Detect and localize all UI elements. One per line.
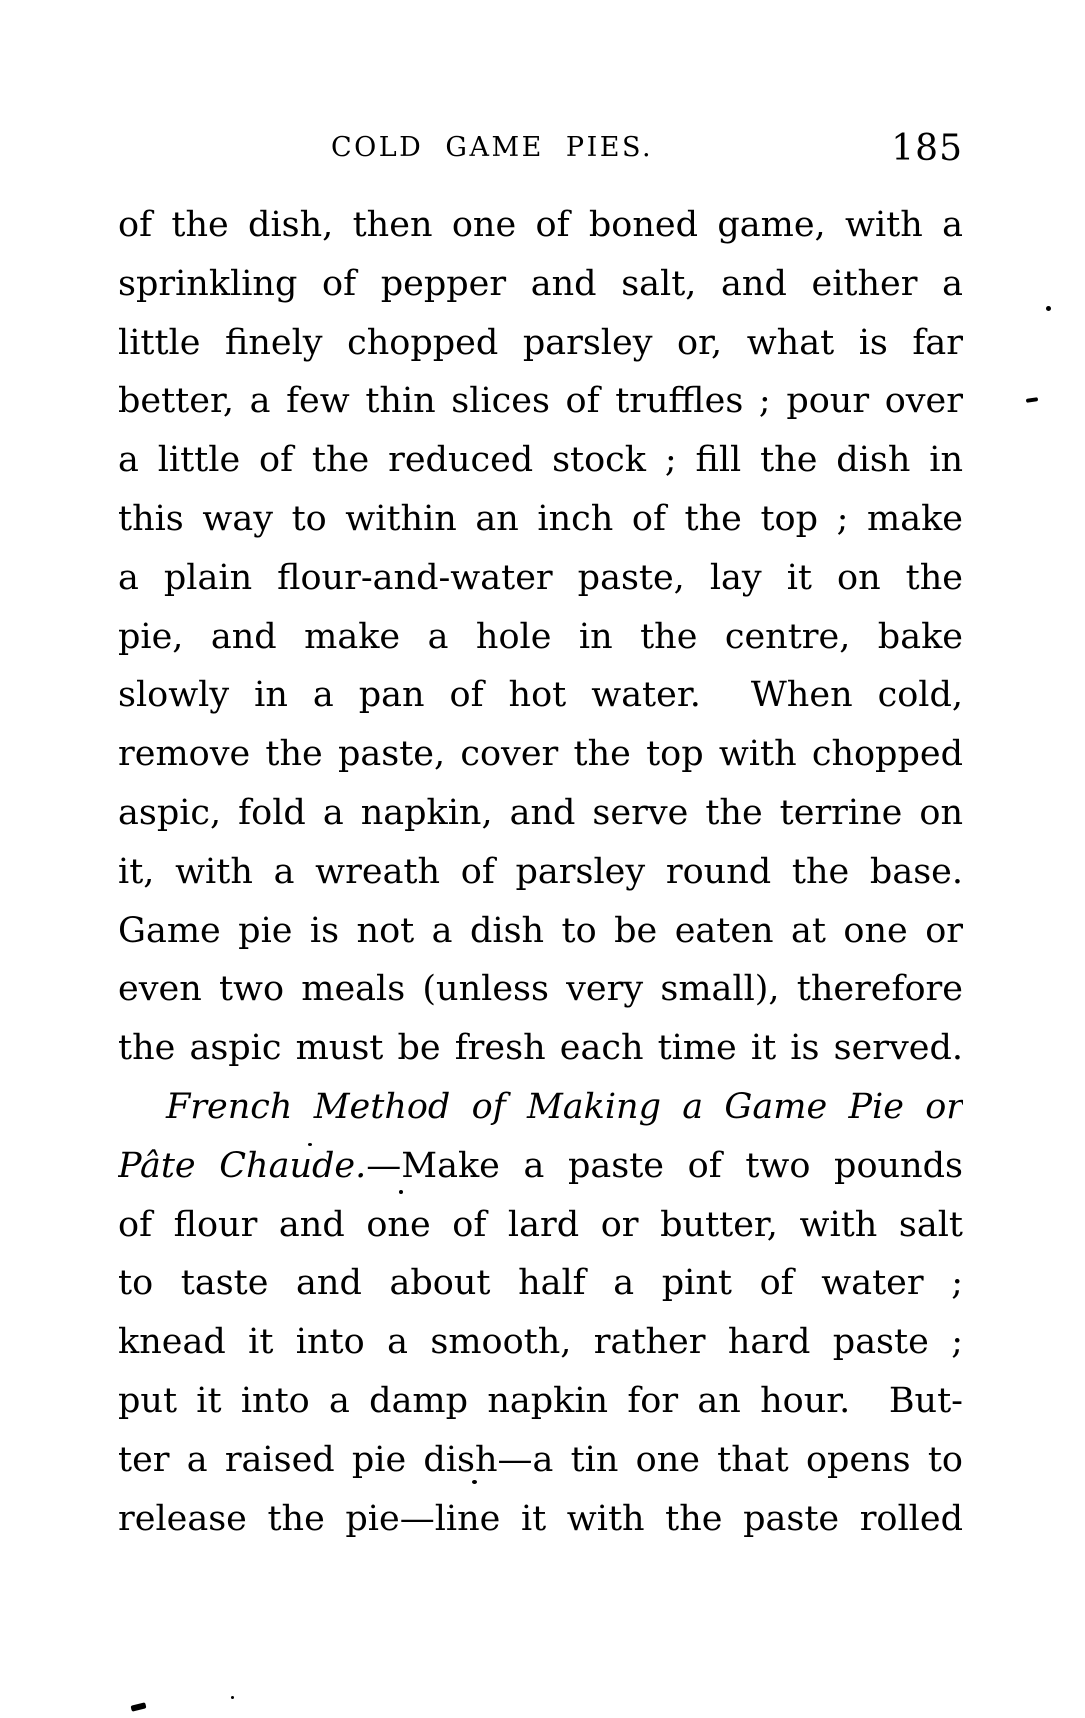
text-line — [118, 1254, 963, 1313]
roman-text: knead it into a smooth, rather hard paste ; — [118, 1322, 963, 1363]
roman-text: the aspic must be fresh each time it is served. — [118, 1028, 963, 1069]
text-line — [118, 196, 963, 255]
scan-speck — [308, 1143, 312, 1146]
running-head-title: COLD GAME PIES. — [330, 132, 654, 163]
text-line — [118, 1490, 963, 1549]
roman-text: pie, and make a hole in the centre, bake — [118, 616, 963, 657]
roman-text: a plain flour-and-water paste, lay it on the — [118, 557, 963, 598]
scan-speck — [1026, 397, 1038, 403]
roman-text: to taste and about half a pint of water ; — [118, 1263, 963, 1304]
roman-text: release the pie—line it with the paste rolled — [118, 1498, 963, 1539]
text-line — [118, 1019, 963, 1078]
scan-speck — [399, 1190, 403, 1194]
text-line — [118, 1137, 963, 1196]
roman-text: aspic, fold a napkin, and serve the terrine on — [118, 792, 963, 833]
roman-text: a little of the reduced stock ; fill the dish in — [118, 440, 963, 481]
roman-text: ter a raised pie dish—a tin one that opens to — [118, 1439, 963, 1480]
roman-text: Game pie is not a dish to be eaten at one or — [118, 910, 963, 951]
scan-speck — [231, 1696, 234, 1699]
text-line — [118, 431, 963, 490]
roman-text: remove the paste, cover the top with chopped — [118, 734, 963, 775]
roman-text: even two meals (unless very small), therefore — [118, 969, 963, 1010]
text-line — [118, 843, 963, 902]
roman-text: of the dish, then one of boned game, with a — [118, 205, 963, 245]
text-line — [118, 725, 963, 784]
italic-text: Pâte Chaude. — [118, 1145, 367, 1186]
italic-text: French Method of Making a Game Pie or — [166, 1086, 963, 1127]
text-line — [118, 1196, 963, 1255]
roman-text: put it into a damp napkin for an hour. But- — [118, 1380, 963, 1421]
roman-text: slowly in a pan of hot water. When cold, — [118, 675, 963, 716]
text-line — [118, 1313, 963, 1372]
scan-speck — [130, 1702, 146, 1711]
roman-text: better, a few thin slices of truffles ; pour over — [118, 381, 963, 422]
text-line — [118, 1078, 963, 1137]
text-line — [118, 1431, 963, 1490]
roman-text: of flour and one of lard or butter, with salt — [118, 1204, 963, 1245]
roman-text: —Make a paste of two pounds — [366, 1145, 963, 1186]
roman-text: this way to within an inch of the top ; make — [118, 498, 963, 539]
scan-speck — [1046, 306, 1051, 311]
text-block — [118, 196, 963, 1548]
text-line — [118, 902, 963, 961]
page-number: 185 — [891, 128, 963, 169]
text-line — [118, 490, 963, 549]
text-line — [118, 549, 963, 608]
text-line — [118, 255, 963, 314]
text-line — [118, 372, 963, 431]
roman-text: sprinkling of pepper and salt, and either a — [118, 263, 963, 304]
text-line — [118, 1372, 963, 1431]
text-line — [118, 314, 963, 373]
text-line — [118, 960, 963, 1019]
scan-speck — [472, 1480, 477, 1484]
roman-text: little finely chopped parsley or, what is far — [118, 322, 963, 363]
text-line — [118, 608, 963, 667]
text-line — [118, 784, 963, 843]
text-line — [118, 666, 963, 725]
roman-text: it, with a wreath of parsley round the base. — [118, 851, 963, 892]
